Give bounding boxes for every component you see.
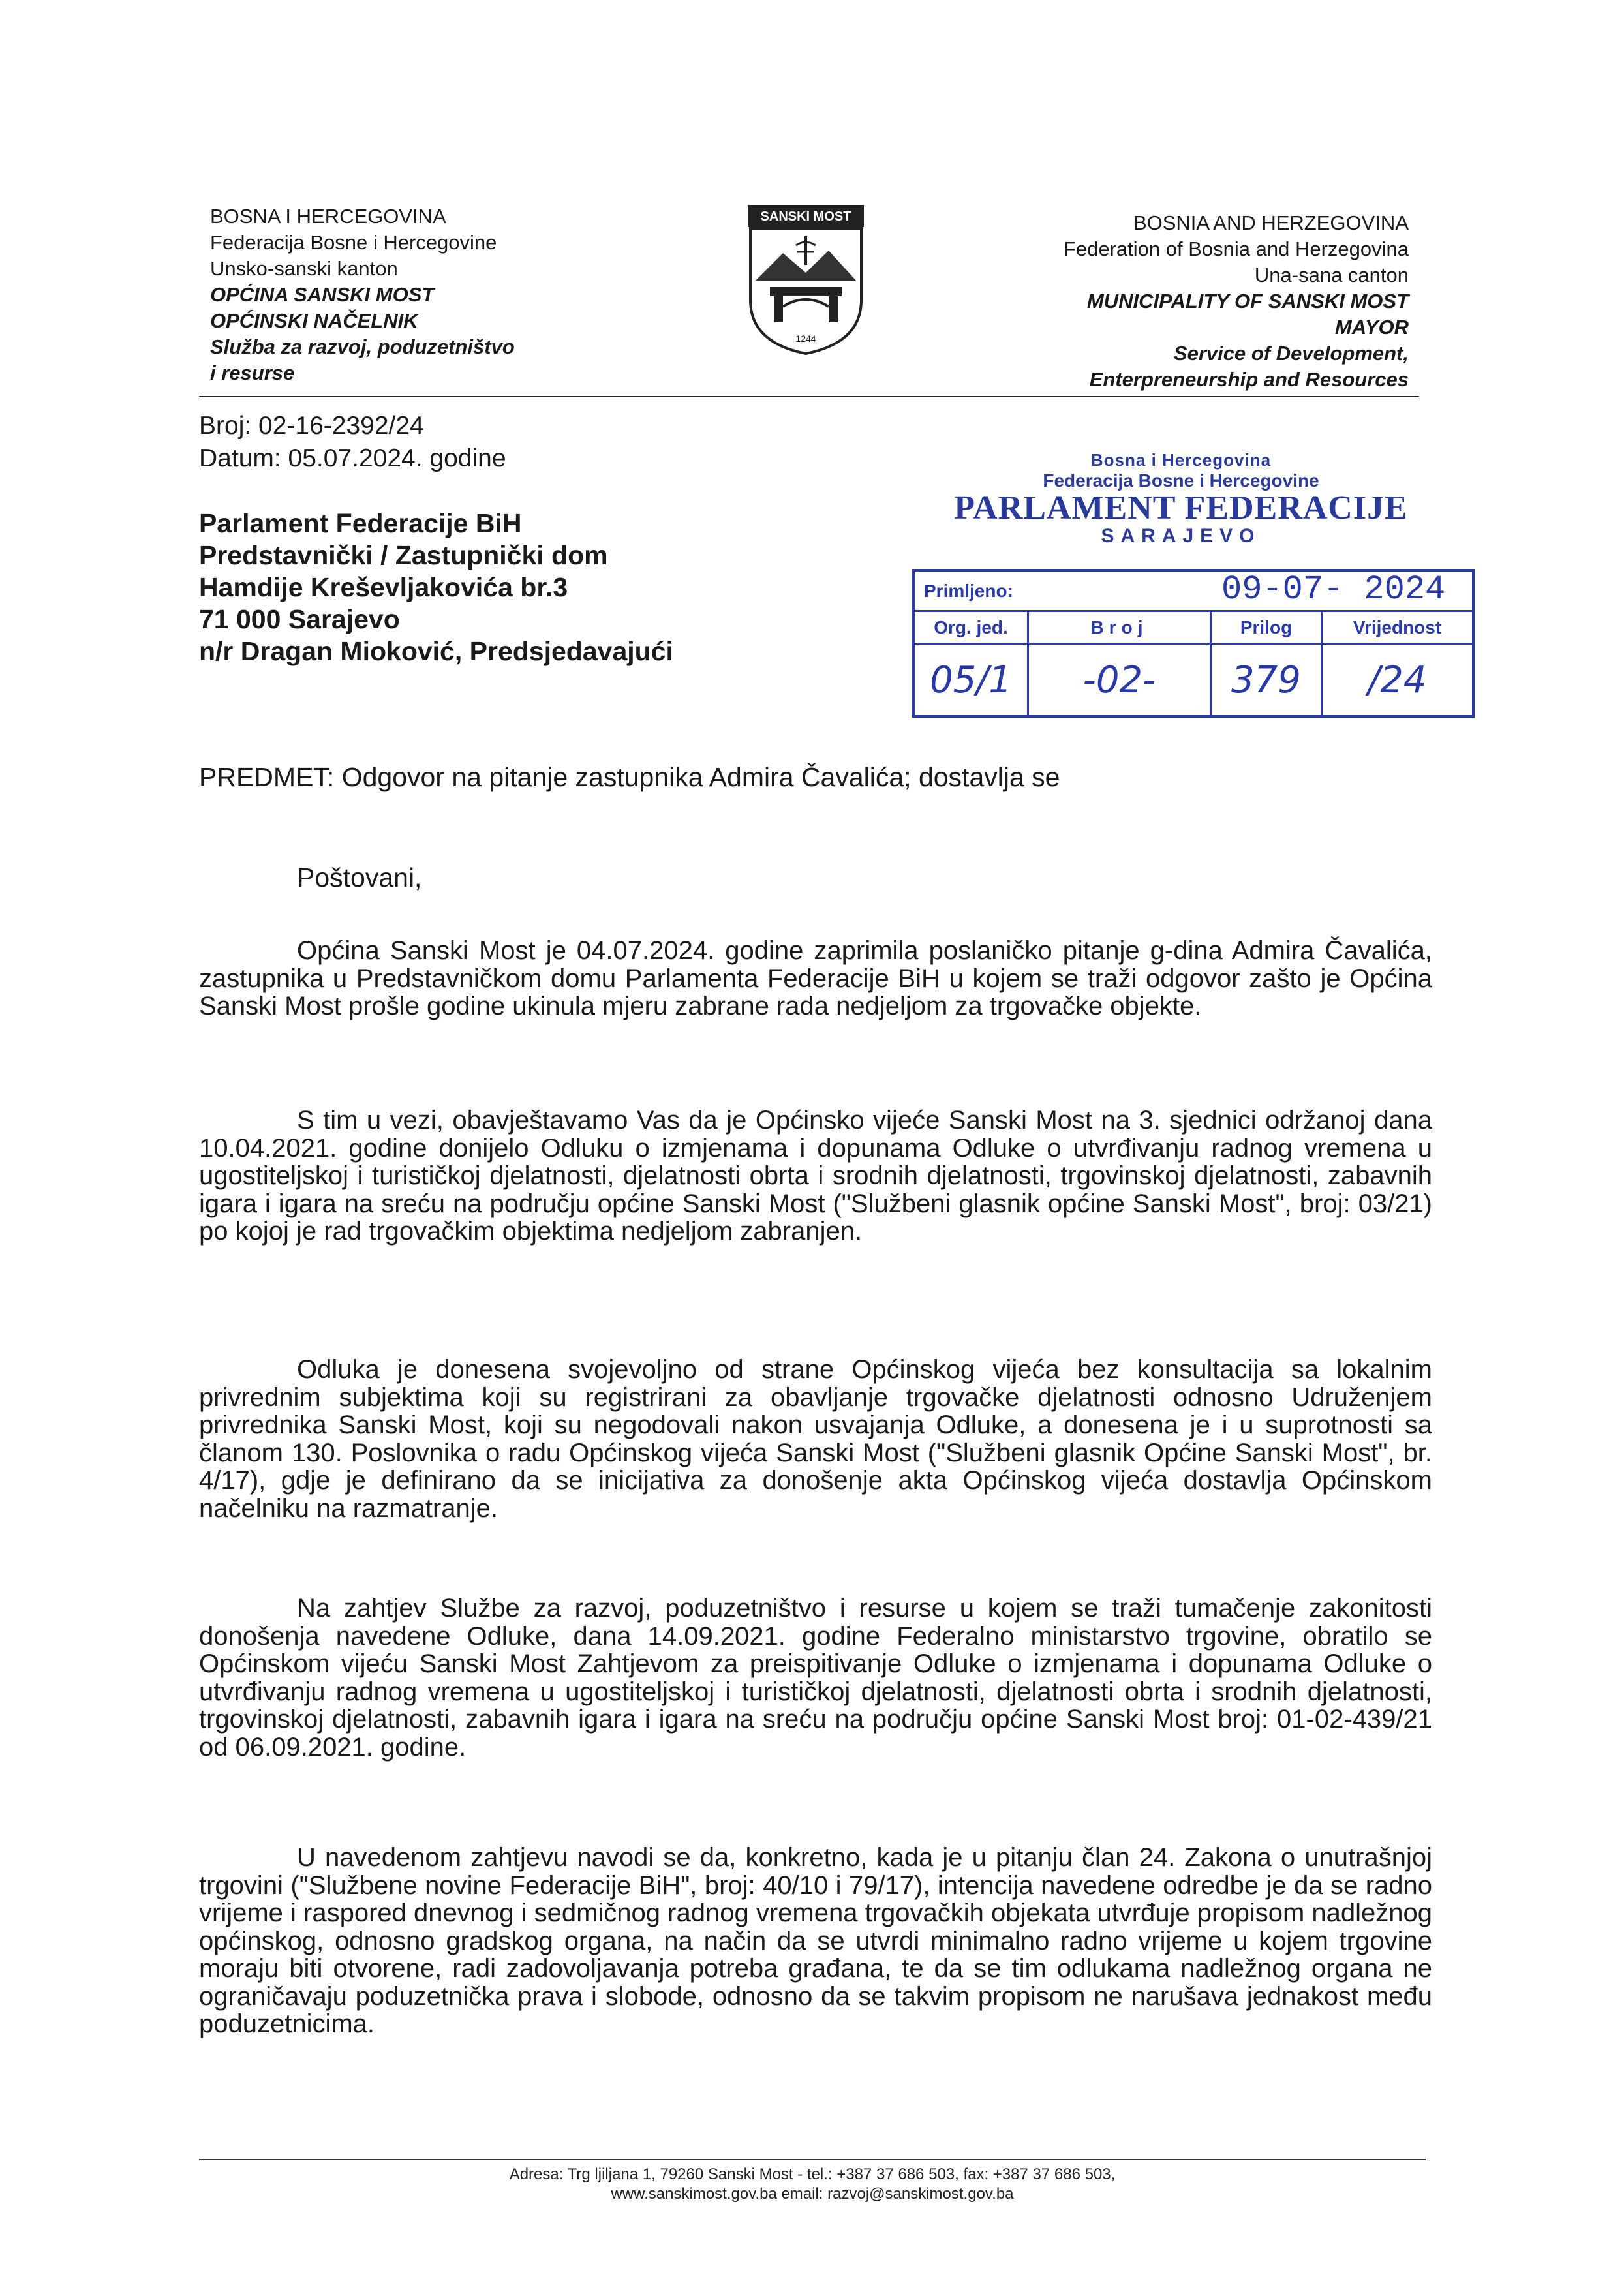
paragraph-text: Odluka je donesena svojevoljno od strane Općinskog vijeća bez konsultacija sa lokalnim privrednim subjektima koji su registrirani za obavljanje trgovačke djelatnosti odnosno Udruženjem privrednika Sanski Most, koji su negodovali nakon usvajanja Odluke, a donesena je i u suprotnosti sa članom 130. Poslovnika o radu Općinskog vijeća Sanski Most ("Službeni glasnik Općine Sanski Most", br. 4/17), gdje je definirano da se inicijativa za donošenje akta Općinskog vijeća dostavlja Općinskom načelniku na razmatranje. bbox=[199, 1355, 1432, 1523]
recipient-line-1: Parlament Federacije BiH bbox=[199, 508, 522, 538]
stamp-values-row bbox=[915, 645, 1472, 715]
stamp-col-number: Broj bbox=[1029, 612, 1212, 643]
footer-address: Adresa: Trg ljiljana 1, 79260 Sanski Most - tel.: +387 37 686 503, fax: +387 37 686 503, bbox=[509, 2165, 1116, 2183]
header-left-federation: Federacija Bosne i Hercegovine bbox=[210, 231, 497, 254]
subject-line: PREDMET: Odgovor na pitanje zastupnika Admira Čavalića; dostavlja se bbox=[199, 762, 1060, 792]
stamp-received-row bbox=[915, 572, 1472, 612]
header-divider bbox=[199, 396, 1419, 397]
paragraph-text: Na zahtjev Službe za razvoj, poduzetništvo i resurse u kojem se traži tumačenje zakonitosti donošenja navedene Odluke, dana 14.09.2021. godine Federalno ministarstvo trgovine, obratilo se Općinskom vijeću Sanski Most Zahtjevom za preispitivanje Odluke o izmjenama i dopunama Odluke o utvrđivanju radnog vremena u ugostiteljskoj i turističkoj djelatnosti, djelatnosti obrta i srodnih djelatnosti, trgovinskoj djelatnosti, zabavnih igara i igara na sreću na području općine Sanski Most broj: 01-02-439/21 od 06.09.2021. godine. bbox=[199, 1594, 1432, 1762]
stamp-col-attachment: Prilog bbox=[1212, 612, 1323, 643]
stamp-columns-row bbox=[915, 612, 1472, 645]
body-paragraph-5 bbox=[199, 1844, 1432, 2038]
body-paragraph-3 bbox=[199, 1356, 1432, 1522]
paragraph-text: S tim u vezi, obavještavamo Vas da je Općinsko vijeće Sanski Most na 3. sjednici održanoj dana 10.04.2021. godine donijelo Odluku o izmjenama i dopunama Odluke o utvrđivanju radnog vremena u ugostiteljskoj i turističkoj djelatnosti, djelatnosti obrta i srodnih djelatnosti, trgovinskoj djelatnosti, zabavnih igara i igara na sreću na području općine Sanski Most ("Službeni glasnik općine Sanski Most", broj: 03/21) po kojoj je rad trgovačkim objektima nedjeljom zabranjen. bbox=[199, 1106, 1432, 1246]
recipient-line-5: n/r Dragan Mioković, Predsjedavajući bbox=[199, 636, 673, 666]
stamp-col-value: Vrijednost bbox=[1353, 617, 1442, 637]
municipality-emblem bbox=[744, 202, 868, 359]
paragraph-text: U navedenom zahtjevu navodi se da, konkretno, kada je u pitanju član 24. Zakona o unutrašnjoj trgovini ("Službene novine Federacije BiH", broj: 40/10 i 79/17), intencija navedene odredbe je da se radno vrijeme i raspored dnevnog i sedmičnog radnog vremena trgovačkih objekata utvrđuje propisom nadležnog općinskog, odnosno gradskog organa, na način da se utvrdi minimalno radno vrijeme u kojem trgovine moraju biti otvorene, radi zadovoljavanja potreba građana, te da se tim odlukama nadležnog organa ne ograničavaju poduzetnička prava i slobode, odnosno da se takvim propisom ne narušava jednakost među poduzetnicima. bbox=[199, 1843, 1432, 2038]
receipt-stamp bbox=[912, 569, 1475, 718]
stamp-city: SARAJEVO bbox=[1101, 525, 1261, 547]
header-left-canton: Unsko-sanski kanton bbox=[210, 257, 398, 280]
stamp-federation: Federacija Bosne i Hercegovine bbox=[1043, 470, 1319, 491]
header-left-service-cont: i resurse bbox=[210, 361, 295, 384]
footer-divider bbox=[199, 2159, 1426, 2160]
emblem-banner-text: SANSKI MOST bbox=[760, 209, 851, 224]
stamp-value-attachment: 379 bbox=[1212, 645, 1323, 715]
salutation: Poštovani, bbox=[297, 863, 422, 893]
stamp-value-number: -02- bbox=[1029, 645, 1212, 715]
receipt-stamp-header bbox=[900, 450, 1462, 547]
emblem-year: 1244 bbox=[795, 333, 816, 344]
header-left-municipality: OPĆINA SANSKI MOST bbox=[210, 283, 435, 306]
header-right bbox=[939, 210, 1409, 393]
recipient-address bbox=[199, 508, 673, 667]
body-paragraph-2 bbox=[199, 1107, 1432, 1246]
header-right-country: BOSNIA AND HERZEGOVINA bbox=[1133, 211, 1409, 234]
header-right-municipality: MUNICIPALITY OF SANSKI MOST bbox=[1086, 290, 1409, 313]
reference-date: Datum: 05.07.2024. godine bbox=[199, 444, 506, 472]
header-left-mayor: OPĆINSKI NAČELNIK bbox=[210, 309, 418, 332]
reference-block bbox=[199, 410, 506, 475]
body-paragraph-4 bbox=[199, 1595, 1432, 1761]
stamp-country: Bosna i Hercegovina bbox=[1090, 450, 1272, 470]
recipient-line-2: Predstavnički / Zastupnički dom bbox=[199, 540, 608, 570]
stamp-value-org: 05/1 bbox=[915, 645, 1029, 715]
reference-number: Broj: 02-16-2392/24 bbox=[199, 412, 424, 440]
stamp-parliament: PARLAMENT FEDERACIJE bbox=[954, 489, 1408, 527]
coat-of-arms-icon bbox=[744, 202, 868, 359]
header-right-canton: Una-sana canton bbox=[1254, 264, 1409, 286]
header-right-service-cont: Enterpreneurship and Resources bbox=[1089, 368, 1409, 391]
stamp-col-org: Org. jed. bbox=[915, 612, 1029, 643]
header-right-service: Service of Development, bbox=[1173, 342, 1409, 365]
body-paragraph-1 bbox=[199, 937, 1432, 1020]
header-left-service: Služba za razvoj, poduzetništvo bbox=[210, 335, 515, 358]
header-right-federation: Federation of Bosnia and Herzegovina bbox=[1063, 237, 1409, 260]
header-left-country: BOSNA I HERCEGOVINA bbox=[210, 205, 446, 228]
stamp-value-value: /24 bbox=[1368, 658, 1427, 701]
stamp-received-date: 09-07- 2024 bbox=[1221, 570, 1446, 609]
footer-contact: www.sanskimost.gov.ba email: razvoj@sanskimost.gov.ba bbox=[611, 2185, 1014, 2203]
recipient-line-3: Hamdije Kreševljakovića br.3 bbox=[199, 572, 568, 602]
header-left bbox=[210, 204, 628, 386]
header-right-mayor: MAYOR bbox=[1334, 316, 1409, 339]
paragraph-text: Općina Sanski Most je 04.07.2024. godine zaprimila poslaničko pitanje g-dina Admira Čavalića, zastupnika u Predstavničkom domu Parlamenta Federacije BiH u kojem se traži odgovor zašto je Općina Sanski Most prošle godine ukinula mjeru zabrane rada nedjeljom za trgovačke objekte. bbox=[199, 936, 1432, 1020]
recipient-line-4: 71 000 Sarajevo bbox=[199, 604, 400, 634]
footer bbox=[199, 2165, 1426, 2204]
stamp-received-label: Primljeno: bbox=[924, 581, 1013, 601]
